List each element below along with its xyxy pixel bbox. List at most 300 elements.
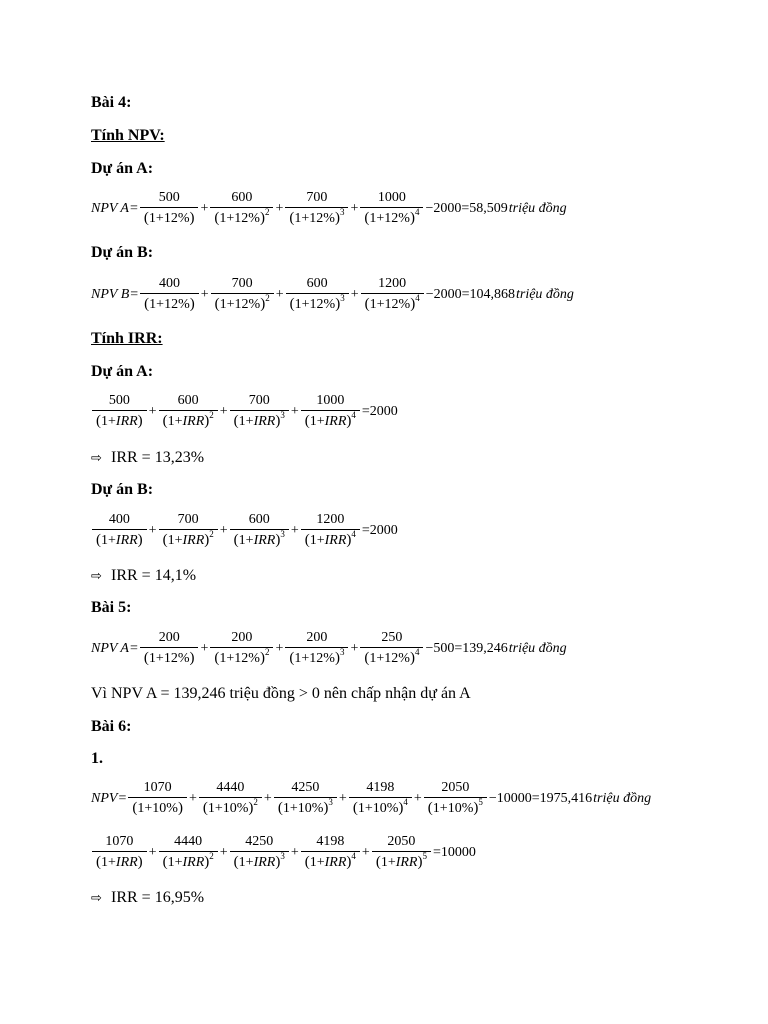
fraction-numerator: 4250 bbox=[291, 780, 320, 795]
fraction-numerator: 500 bbox=[158, 190, 180, 205]
plus-sign: + bbox=[200, 640, 209, 656]
arrow-right-icon: ⇨ bbox=[91, 890, 102, 905]
exponent: 4 bbox=[415, 293, 420, 303]
paren-open: ( bbox=[143, 650, 149, 666]
heading-du-an-b: Dự án B: bbox=[91, 244, 154, 261]
paren-open: ( bbox=[364, 210, 370, 226]
fraction-numerator: 700 bbox=[306, 190, 328, 205]
equals-sign: = bbox=[130, 286, 139, 302]
one-plus: 1+ bbox=[309, 414, 325, 429]
fraction-term bbox=[128, 780, 187, 817]
fraction-denominator bbox=[159, 851, 218, 871]
fraction-denominator bbox=[360, 647, 423, 667]
plus-sign: + bbox=[200, 200, 209, 216]
irr-symbol: IRR bbox=[253, 855, 276, 870]
fraction-term bbox=[301, 512, 360, 549]
irr-symbol: IRR bbox=[182, 533, 205, 548]
fraction-denominator bbox=[92, 529, 147, 549]
fraction-term bbox=[92, 393, 147, 430]
exponent: 2 bbox=[265, 293, 270, 303]
irr-symbol: IRR bbox=[324, 855, 347, 870]
exponent: 3 bbox=[280, 410, 285, 420]
plus-sign: + bbox=[219, 403, 228, 419]
fraction-denominator bbox=[301, 529, 360, 549]
exponent: 2 bbox=[209, 529, 214, 539]
fraction-term bbox=[360, 190, 423, 227]
result-irr-b bbox=[91, 566, 196, 586]
paren-open: ( bbox=[162, 854, 168, 870]
paren-close: ) bbox=[204, 854, 210, 870]
rate-value: 12% bbox=[309, 297, 336, 312]
paren-open: ( bbox=[233, 854, 239, 870]
paren-open: ( bbox=[233, 413, 239, 429]
paren-open: ( bbox=[144, 296, 150, 312]
paren-close: ) bbox=[323, 800, 329, 816]
one-plus: 1+ bbox=[101, 855, 116, 870]
exponent: 2 bbox=[209, 851, 214, 861]
heading-bai-6: Bài 6: bbox=[91, 718, 132, 735]
one-plus: 1+ bbox=[309, 533, 325, 548]
equation-npv-a bbox=[91, 190, 567, 227]
irr-symbol: IRR bbox=[253, 533, 276, 548]
fraction-term bbox=[92, 512, 147, 549]
paren-open: ( bbox=[96, 532, 101, 548]
equation-irr-a bbox=[91, 393, 399, 430]
paren-close: ) bbox=[204, 532, 210, 548]
paren-close: ) bbox=[177, 800, 183, 816]
paren-close: ) bbox=[260, 296, 266, 312]
fraction-denominator bbox=[424, 797, 487, 817]
heading-part-1: 1. bbox=[91, 750, 103, 767]
one-plus: 1+ bbox=[101, 533, 116, 548]
fraction-term bbox=[361, 276, 424, 313]
paren-close: ) bbox=[398, 800, 404, 816]
fraction-term bbox=[230, 834, 289, 871]
equation-result: −2000=58,509 bbox=[425, 200, 508, 216]
equation-lhs: NPV A bbox=[91, 200, 129, 216]
plus-sign: + bbox=[361, 844, 370, 860]
fraction-denominator bbox=[230, 851, 289, 871]
fraction-denominator bbox=[274, 797, 337, 817]
fraction-denominator bbox=[211, 293, 274, 313]
paren-close: ) bbox=[346, 532, 352, 548]
exponent: 4 bbox=[351, 410, 356, 420]
fraction-numerator: 1000 bbox=[377, 190, 406, 205]
irr-symbol: IRR bbox=[115, 533, 138, 548]
fraction-numerator: 1000 bbox=[316, 393, 345, 408]
fraction-numerator: 4440 bbox=[174, 834, 203, 849]
one-plus: 1+ bbox=[282, 801, 298, 816]
fraction-denominator bbox=[285, 647, 348, 667]
irr-symbol: IRR bbox=[324, 533, 347, 548]
paren-close: ) bbox=[410, 296, 416, 312]
equation-lhs: NPV B bbox=[91, 286, 130, 302]
equals-sign: = bbox=[130, 200, 138, 216]
one-plus: 1+ bbox=[432, 801, 448, 816]
paren-close: ) bbox=[335, 296, 341, 312]
fraction-term bbox=[210, 190, 273, 227]
rate-value: 12% bbox=[384, 211, 410, 226]
one-plus: 1+ bbox=[380, 855, 396, 870]
unit-label: triệu đồng bbox=[593, 790, 652, 806]
heading-bai-4: Bài 4: bbox=[91, 94, 132, 111]
one-plus: 1+ bbox=[207, 801, 223, 816]
fraction-numerator: 4198 bbox=[316, 834, 345, 849]
result-irr-bai6 bbox=[91, 888, 204, 908]
fraction-numerator: 4440 bbox=[216, 780, 245, 795]
fraction-numerator: 600 bbox=[248, 512, 270, 527]
fraction-term bbox=[159, 834, 218, 871]
paren-close: ) bbox=[189, 296, 195, 312]
irr-symbol: IRR bbox=[324, 414, 347, 429]
rate-value: 12% bbox=[309, 651, 335, 666]
fraction-term bbox=[424, 780, 487, 817]
exponent: 3 bbox=[328, 797, 333, 807]
paren-open: ( bbox=[143, 210, 149, 226]
rate-value: 12% bbox=[234, 651, 260, 666]
fraction-denominator bbox=[349, 797, 412, 817]
fraction-term bbox=[285, 190, 348, 227]
paren-open: ( bbox=[132, 800, 138, 816]
fraction-denominator bbox=[140, 207, 199, 227]
rate-value: 10% bbox=[297, 801, 324, 816]
plus-sign: + bbox=[350, 200, 359, 216]
fraction-term bbox=[159, 512, 218, 549]
heading-bai-5: Bài 5: bbox=[91, 599, 132, 616]
equation-lhs: NPV A bbox=[91, 640, 129, 656]
fraction-term bbox=[92, 834, 147, 871]
fraction-numerator: 500 bbox=[108, 393, 130, 408]
rate-value: 10% bbox=[152, 801, 178, 816]
paren-open: ( bbox=[162, 413, 168, 429]
fraction-term bbox=[372, 834, 431, 871]
one-plus: 1+ bbox=[238, 855, 254, 870]
heading-irr-du-an-b: Dự án B: bbox=[91, 481, 154, 498]
one-plus: 1+ bbox=[148, 211, 164, 226]
fraction-numerator: 400 bbox=[108, 512, 130, 527]
plus-sign: + bbox=[148, 844, 157, 860]
equation-rhs: =2000 bbox=[361, 403, 398, 419]
paren-open: ( bbox=[214, 296, 220, 312]
plus-sign: + bbox=[413, 790, 422, 806]
exponent: 3 bbox=[340, 293, 345, 303]
one-plus: 1+ bbox=[238, 533, 254, 548]
equals-sign: = bbox=[130, 640, 138, 656]
fraction-denominator bbox=[92, 851, 147, 871]
exponent: 2 bbox=[209, 410, 214, 420]
paren-open: ( bbox=[162, 532, 168, 548]
rate-value: 12% bbox=[163, 211, 190, 226]
fraction-numerator: 600 bbox=[231, 190, 253, 205]
fraction-numerator: 4250 bbox=[245, 834, 274, 849]
paren-close: ) bbox=[417, 854, 423, 870]
one-plus: 1+ bbox=[309, 855, 325, 870]
paren-close: ) bbox=[248, 800, 254, 816]
fraction-numerator: 200 bbox=[158, 630, 180, 645]
paren-open: ( bbox=[214, 210, 220, 226]
fraction-denominator bbox=[230, 410, 289, 430]
fraction-numerator: 700 bbox=[177, 512, 199, 527]
result-irr-a bbox=[91, 448, 204, 468]
one-plus: 1+ bbox=[238, 414, 254, 429]
plus-sign: + bbox=[350, 640, 359, 656]
exponent: 5 bbox=[478, 797, 483, 807]
one-plus: 1+ bbox=[219, 297, 235, 312]
unit-label: triệu đồng bbox=[515, 286, 574, 302]
one-plus: 1+ bbox=[294, 651, 310, 666]
fraction-numerator: 1200 bbox=[378, 276, 407, 291]
fraction-term bbox=[274, 780, 337, 817]
fraction-denominator bbox=[301, 851, 360, 871]
one-plus: 1+ bbox=[294, 211, 310, 226]
paren-open: ( bbox=[289, 650, 295, 666]
fraction-term bbox=[140, 276, 199, 313]
plus-sign: + bbox=[188, 790, 197, 806]
heading-tinh-npv: Tính NPV: bbox=[91, 127, 165, 144]
arrow-right-icon: ⇨ bbox=[91, 568, 102, 583]
fraction-numerator: 600 bbox=[177, 393, 199, 408]
one-plus: 1+ bbox=[167, 414, 183, 429]
fraction-term bbox=[285, 630, 348, 667]
rate-value: 10% bbox=[222, 801, 249, 816]
fraction-term bbox=[301, 393, 360, 430]
paren-open: ( bbox=[304, 532, 310, 548]
fraction-numerator: 700 bbox=[231, 276, 253, 291]
paren-close: ) bbox=[409, 650, 415, 666]
exponent: 2 bbox=[264, 207, 270, 217]
paren-open: ( bbox=[375, 854, 381, 870]
fraction-denominator bbox=[210, 647, 273, 667]
fraction-denominator bbox=[92, 410, 147, 430]
equals-sign: = bbox=[118, 790, 127, 806]
fraction-denominator bbox=[361, 293, 424, 313]
paren-open: ( bbox=[304, 413, 310, 429]
one-plus: 1+ bbox=[137, 801, 153, 816]
fraction-numerator: 1200 bbox=[316, 512, 345, 527]
paren-close: ) bbox=[137, 413, 143, 429]
paren-close: ) bbox=[275, 854, 281, 870]
plus-sign: + bbox=[275, 286, 284, 302]
fraction-denominator bbox=[286, 293, 349, 313]
heading-tinh-irr: Tính IRR: bbox=[91, 330, 163, 347]
plus-sign: + bbox=[350, 286, 359, 302]
exponent: 3 bbox=[280, 529, 285, 539]
fraction-denominator bbox=[301, 410, 360, 430]
irr-symbol: IRR bbox=[115, 855, 138, 870]
equation-npv-b bbox=[91, 276, 574, 313]
paren-close: ) bbox=[334, 210, 340, 226]
exponent: 4 bbox=[414, 647, 420, 657]
exponent: 3 bbox=[280, 851, 285, 861]
equation-npv-bai6 bbox=[91, 780, 651, 817]
one-plus: 1+ bbox=[167, 533, 183, 548]
heading-du-an-a: Dự án A: bbox=[91, 160, 154, 177]
equation-irr-bai6 bbox=[91, 834, 477, 871]
fraction-term bbox=[140, 630, 199, 667]
rate-value: 12% bbox=[309, 211, 335, 226]
equation-lhs: NPV bbox=[91, 790, 118, 806]
paren-close: ) bbox=[189, 210, 195, 226]
fraction-term bbox=[159, 393, 218, 430]
exponent: 2 bbox=[253, 797, 258, 807]
fraction-term bbox=[230, 393, 289, 430]
irr-symbol: IRR bbox=[115, 414, 138, 429]
fraction-numerator: 2050 bbox=[387, 834, 416, 849]
paren-close: ) bbox=[259, 210, 265, 226]
paren-close: ) bbox=[137, 854, 143, 870]
plus-sign: + bbox=[338, 790, 347, 806]
exponent: 3 bbox=[339, 207, 345, 217]
fraction-term bbox=[286, 276, 349, 313]
fraction-numerator: 2050 bbox=[441, 780, 470, 795]
fraction-term bbox=[211, 276, 274, 313]
paren-open: ( bbox=[96, 413, 101, 429]
rate-value: 12% bbox=[384, 651, 410, 666]
plus-sign: + bbox=[148, 403, 157, 419]
exponent: 4 bbox=[351, 529, 356, 539]
fraction-denominator bbox=[159, 410, 218, 430]
paren-close: ) bbox=[346, 413, 352, 429]
irr-symbol: IRR bbox=[395, 855, 418, 870]
plus-sign: + bbox=[200, 286, 209, 302]
result-text: IRR = 14,1% bbox=[111, 567, 197, 584]
equation-rhs: =10000 bbox=[432, 844, 476, 860]
paren-open: ( bbox=[277, 800, 283, 816]
one-plus: 1+ bbox=[149, 297, 165, 312]
fraction-term bbox=[230, 512, 289, 549]
paren-close: ) bbox=[275, 532, 281, 548]
fraction-denominator bbox=[128, 797, 187, 817]
unit-label: triệu đồng bbox=[508, 200, 567, 216]
plus-sign: + bbox=[275, 640, 284, 656]
fraction-numerator: 700 bbox=[248, 393, 270, 408]
plus-sign: + bbox=[290, 403, 299, 419]
conclusion-bai5: Vì NPV A = 139,246 triệu đồng > 0 nên chấp nhận dự án A bbox=[91, 685, 471, 702]
exponent: 4 bbox=[351, 851, 356, 861]
equation-npv-bai5 bbox=[91, 630, 567, 667]
one-plus: 1+ bbox=[219, 651, 235, 666]
paren-open: ( bbox=[304, 854, 310, 870]
paren-open: ( bbox=[352, 800, 358, 816]
exponent: 4 bbox=[403, 797, 408, 807]
equation-rhs: =2000 bbox=[361, 522, 398, 538]
one-plus: 1+ bbox=[294, 297, 310, 312]
paren-open: ( bbox=[289, 210, 295, 226]
plus-sign: + bbox=[219, 522, 228, 538]
rate-value: 10% bbox=[372, 801, 399, 816]
fraction-denominator bbox=[140, 647, 199, 667]
exponent: 5 bbox=[422, 851, 427, 861]
arrow-right-icon: ⇨ bbox=[91, 450, 102, 465]
fraction-denominator bbox=[210, 207, 273, 227]
fraction-denominator bbox=[372, 851, 431, 871]
one-plus: 1+ bbox=[148, 651, 164, 666]
paren-close: ) bbox=[275, 413, 281, 429]
fraction-term bbox=[301, 834, 360, 871]
paren-close: ) bbox=[473, 800, 479, 816]
fraction-denominator bbox=[285, 207, 348, 227]
fraction-term bbox=[210, 630, 273, 667]
result-text: IRR = 16,95% bbox=[111, 889, 205, 906]
rate-value: 12% bbox=[164, 297, 190, 312]
fraction-denominator bbox=[159, 529, 218, 549]
fraction-numerator: 4198 bbox=[366, 780, 395, 795]
result-text: IRR = 13,23% bbox=[111, 449, 205, 466]
equation-result: −10000=1975,416 bbox=[488, 790, 593, 806]
paren-open: ( bbox=[364, 650, 370, 666]
fraction-denominator bbox=[360, 207, 423, 227]
irr-symbol: IRR bbox=[182, 855, 205, 870]
one-plus: 1+ bbox=[369, 211, 385, 226]
fraction-numerator: 250 bbox=[381, 630, 403, 645]
rate-value: 12% bbox=[234, 211, 260, 226]
fraction-numerator: 600 bbox=[306, 276, 328, 291]
fraction-numerator: 200 bbox=[231, 630, 253, 645]
fraction-numerator: 400 bbox=[158, 276, 180, 291]
paren-open: ( bbox=[364, 296, 370, 312]
plus-sign: + bbox=[290, 844, 299, 860]
rate-value: 12% bbox=[163, 651, 190, 666]
equation-result: −500=139,246 bbox=[425, 640, 508, 656]
fraction-term bbox=[360, 630, 423, 667]
plus-sign: + bbox=[275, 200, 284, 216]
fraction-numerator: 200 bbox=[306, 630, 328, 645]
paren-open: ( bbox=[96, 854, 101, 870]
unit-label: triệu đồng bbox=[508, 640, 567, 656]
paren-open: ( bbox=[289, 296, 295, 312]
exponent: 4 bbox=[414, 207, 420, 217]
fraction-term bbox=[349, 780, 412, 817]
equation-result: −2000=104,868 bbox=[425, 286, 515, 302]
exponent: 3 bbox=[339, 647, 345, 657]
paren-close: ) bbox=[259, 650, 265, 666]
one-plus: 1+ bbox=[369, 651, 385, 666]
equation-irr-b bbox=[91, 512, 399, 549]
paren-close: ) bbox=[204, 413, 210, 429]
paren-open: ( bbox=[202, 800, 208, 816]
one-plus: 1+ bbox=[357, 801, 373, 816]
one-plus: 1+ bbox=[219, 211, 235, 226]
exponent: 2 bbox=[264, 647, 270, 657]
paren-close: ) bbox=[189, 650, 195, 666]
one-plus: 1+ bbox=[101, 414, 116, 429]
paren-close: ) bbox=[137, 532, 143, 548]
rate-value: 12% bbox=[234, 297, 261, 312]
plus-sign: + bbox=[290, 522, 299, 538]
paren-close: ) bbox=[409, 210, 415, 226]
fraction-numerator: 1070 bbox=[105, 834, 134, 849]
paren-open: ( bbox=[233, 532, 239, 548]
irr-symbol: IRR bbox=[253, 414, 276, 429]
rate-value: 10% bbox=[447, 801, 474, 816]
one-plus: 1+ bbox=[369, 297, 385, 312]
plus-sign: + bbox=[219, 844, 228, 860]
fraction-denominator bbox=[140, 293, 199, 313]
fraction-numerator: 1070 bbox=[143, 780, 172, 795]
paren-close: ) bbox=[346, 854, 352, 870]
fraction-term bbox=[140, 190, 199, 227]
paren-close: ) bbox=[334, 650, 340, 666]
plus-sign: + bbox=[148, 522, 157, 538]
paren-open: ( bbox=[427, 800, 433, 816]
fraction-denominator bbox=[199, 797, 262, 817]
fraction-denominator bbox=[230, 529, 289, 549]
one-plus: 1+ bbox=[167, 855, 183, 870]
fraction-term bbox=[199, 780, 262, 817]
rate-value: 12% bbox=[384, 297, 411, 312]
paren-open: ( bbox=[214, 650, 220, 666]
heading-irr-du-an-a: Dự án A: bbox=[91, 363, 154, 380]
